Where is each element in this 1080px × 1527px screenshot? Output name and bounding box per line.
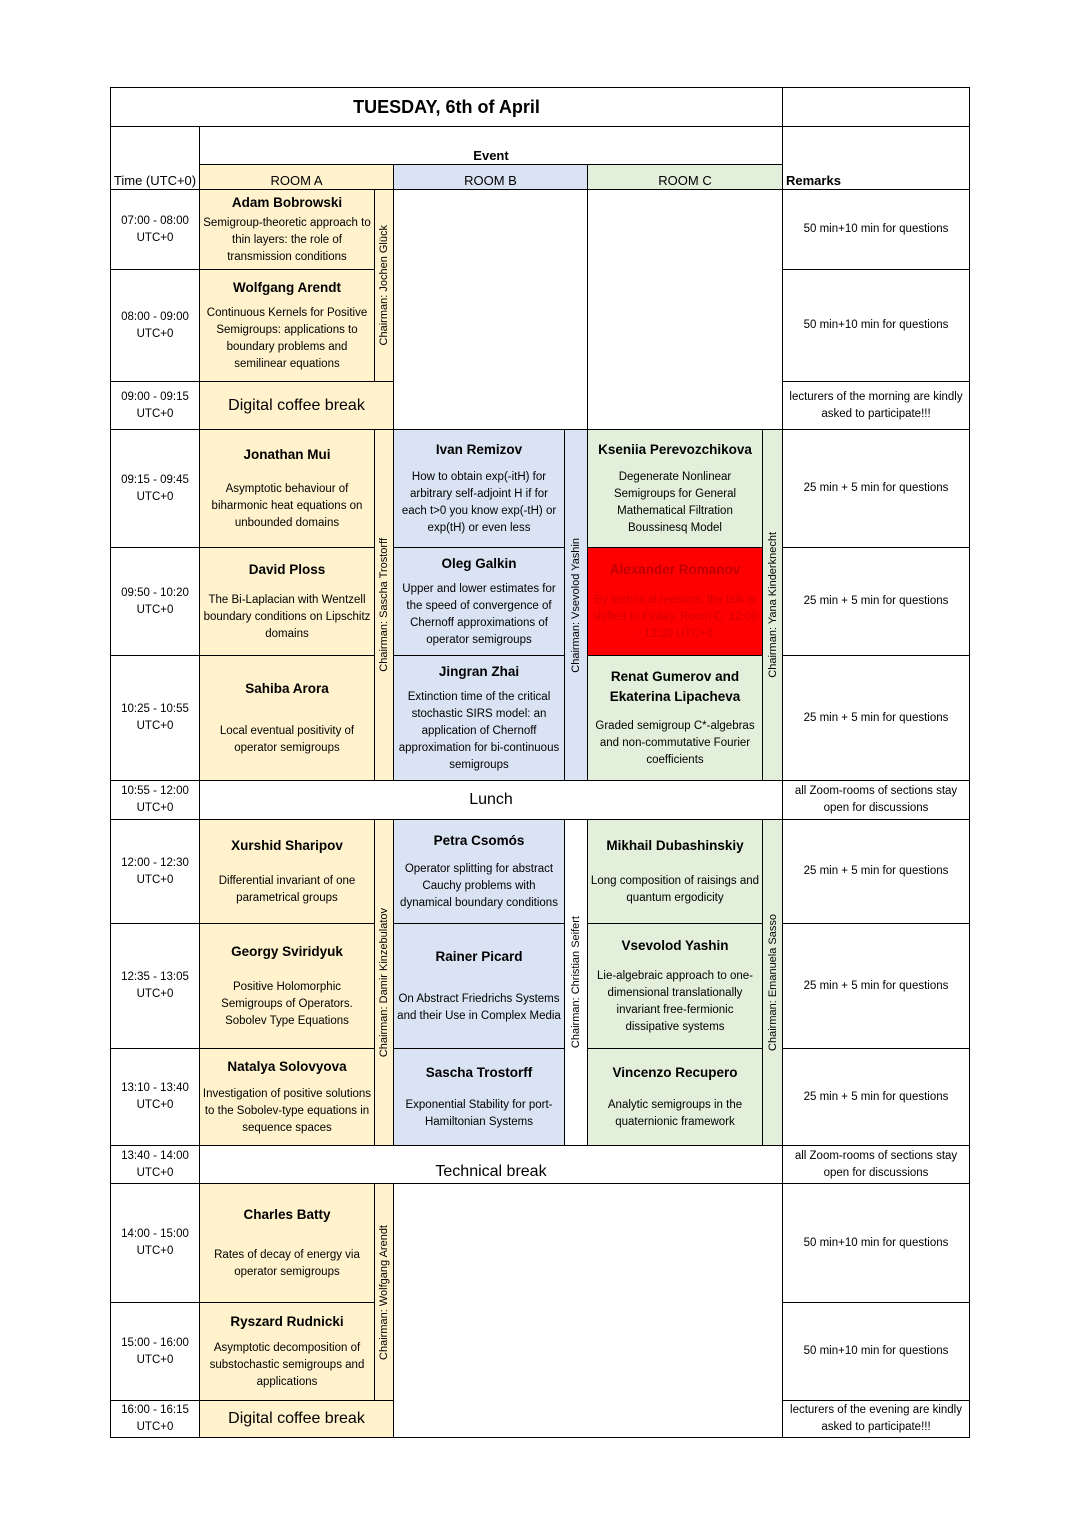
time-slot: 09:00 - 09:15 UTC+0 — [110, 381, 200, 430]
time-slot: 12:35 - 13:05 UTC+0 — [110, 923, 200, 1049]
remark: 50 min+10 min for questions — [782, 269, 970, 382]
header-time-col: Time (UTC+0) — [110, 126, 200, 190]
talk-cell — [199, 269, 375, 382]
speaker-name: Vincenzo Recupero — [612, 1065, 738, 1080]
remark: 50 min+10 min for questions — [782, 189, 970, 270]
talk-cell — [199, 1183, 375, 1303]
chairman-cell — [374, 819, 394, 1146]
remark: all Zoom-rooms of sections stay open for discussions — [782, 1145, 970, 1184]
header-room-b: ROOM B — [393, 164, 588, 190]
page-title: TUESDAY, 6th of April — [110, 87, 783, 127]
talk-title: How to obtain exp(-itH) for arbitrary self-adjoint H if for each t>0 you know exp(-tH) or exp(tH) or even less — [401, 471, 557, 535]
talk-cell — [587, 923, 763, 1049]
remark: 25 min + 5 min for questions — [782, 923, 970, 1049]
speaker-name: Georgy Sviridyuk — [231, 943, 343, 959]
chairman-cell — [374, 429, 394, 781]
lunch-cell: Lunch — [199, 780, 783, 820]
speaker-name: Charles Batty — [243, 1207, 331, 1223]
talk-cell — [199, 189, 375, 270]
time-slot: 09:15 - 09:45 UTC+0 — [110, 429, 200, 548]
talk-title: Operator splitting for abstract Cauchy problems with dynamical boundary conditions — [400, 863, 558, 910]
talk-cell — [199, 655, 375, 781]
chairman-cell — [564, 819, 588, 1146]
talk-cell — [393, 819, 565, 924]
talk-cell — [587, 1048, 763, 1146]
chairman-label: Chairman: Jochen Glück — [378, 225, 390, 346]
remark: all Zoom-rooms of sections stay open for discussions — [782, 780, 970, 820]
empty-room-b-morning — [393, 189, 588, 430]
talk-cell — [393, 1048, 565, 1146]
remark: 25 min + 5 min for questions — [782, 819, 970, 924]
speaker-name: Sascha Trostorff — [425, 1065, 533, 1080]
talk-title: Differential invariant of one parametrical groups — [218, 874, 356, 904]
talk-cell — [199, 1048, 375, 1146]
chairman-label: Chairman: Sascha Trostorff — [378, 538, 390, 672]
talk-title: Local eventual positivity of operator semigroups — [219, 724, 355, 754]
remark: 25 min + 5 min for questions — [782, 429, 970, 548]
talk-title: Continuous Kernels for Positive Semigroups: applications to boundary problems and semilinear equations — [206, 307, 368, 371]
chairman-label: Chairman: Wolfgang Arendt — [378, 1224, 390, 1360]
speaker-name: Kseniia Perevozchikova — [598, 441, 752, 457]
time-slot: 10:55 - 12:00 UTC+0 — [110, 780, 200, 820]
speaker-name: Vsevolod Yashin — [621, 938, 729, 953]
talk-title: Asymptotic behaviour of biharmonic heat equations on unbounded domains — [211, 482, 363, 529]
speaker-name: Petra Csomós — [433, 832, 525, 848]
time-slot: 09:50 - 10:20 UTC+0 — [110, 547, 200, 656]
time-slot: 12:00 - 12:30 UTC+0 — [110, 819, 200, 924]
chairman-cell — [762, 429, 783, 781]
empty-rooms-bc-afternoon — [393, 1183, 783, 1438]
talk-title: Exponential Stability for port-Hamiltonian Systems — [405, 1099, 553, 1128]
talk-cell — [199, 429, 375, 548]
talk-title: Graded semigroup C*-algebras and non-commutative Fourier coefficients — [595, 720, 755, 766]
talk-title: Investigation of positive solutions to the Sobolev-type equations in sequence spaces — [202, 1087, 372, 1134]
speaker-name: Jingran Zhai — [438, 664, 520, 680]
talk-cell — [199, 923, 375, 1049]
chairman-cell — [374, 1183, 394, 1401]
technical-break-cell: Technical break — [199, 1145, 783, 1184]
speaker-name: Alexander Romanov — [609, 562, 741, 577]
talk-cell — [199, 547, 375, 656]
talk-cell — [393, 655, 565, 781]
talk-title: Positive Holomorphic Semigroups of Operators. Sobolev Type Equations — [221, 981, 353, 1028]
speaker-name: Ryszard Rudnicki — [230, 1313, 344, 1329]
time-slot: 14:00 - 15:00 UTC+0 — [110, 1183, 200, 1303]
talk-title: Degenerate Nonlinear Semigroups for General Mathematical Filtration Boussinesq Model — [613, 471, 737, 535]
remark: lecturers of the evening are kindly asked to participate!!! — [782, 1400, 970, 1438]
speaker-name: Xurshid Sharipov — [231, 838, 343, 854]
speaker-name: Rainer Picard — [435, 949, 523, 965]
remark: 50 min+10 min for questions — [782, 1302, 970, 1401]
speaker-name: Renat Gumerov and Ekaterina Lipacheva — [609, 669, 741, 704]
talk-title: Analytic semigroups in the quaternionic framework — [607, 1099, 743, 1128]
header-remarks: Remarks — [782, 126, 970, 190]
talk-title: Asymptotic decomposition of substochastic semigroups and applications — [209, 1342, 365, 1389]
talk-cell — [199, 1302, 375, 1401]
time-slot: 07:00 - 08:00 UTC+0 — [110, 189, 200, 270]
chairman-label: Chairman: Vsevolod Yashin — [570, 537, 582, 673]
speaker-name: Adam Bobrowski — [231, 194, 343, 210]
speaker-name: David Ploss — [248, 562, 326, 577]
chairman-label: Chairman: Yana Kinderknecht — [766, 532, 779, 678]
chairman-label: Chairman: Christian Seifert — [570, 916, 582, 1049]
chairman-cell — [564, 429, 588, 781]
remark: 25 min + 5 min for questions — [782, 655, 970, 781]
remark: 25 min + 5 min for questions — [782, 547, 970, 656]
speaker-name: Mikhail Dubashinskiy — [606, 838, 744, 854]
talk-cell — [587, 655, 763, 781]
talk-cell — [199, 819, 375, 924]
talk-title: Extinction time of the critical stochastic SIRS model: an application of Chernoff approximation for bi-continuous semigroups — [398, 690, 560, 771]
remark: 50 min+10 min for questions — [782, 1183, 970, 1303]
chairman-cell — [374, 189, 394, 382]
time-slot: 13:40 - 14:00 UTC+0 — [110, 1145, 200, 1184]
time-slot: 15:00 - 16:00 UTC+0 — [110, 1302, 200, 1401]
talk-title: By technical reasons, the talk is shifted to Firday, Room C, 12:00 - 12:30 UTC+0 — [592, 594, 758, 640]
header-room-c: ROOM C — [587, 164, 783, 190]
talk-cell — [393, 429, 565, 548]
talk-cell — [587, 429, 763, 548]
schedule-table — [110, 87, 970, 1438]
cancelled-talk-cell — [587, 547, 763, 656]
speaker-name: Ivan Remizov — [435, 441, 523, 457]
speaker-name: Natalya Solovyova — [227, 1059, 347, 1075]
time-slot: 13:10 - 13:40 UTC+0 — [110, 1048, 200, 1146]
remark: 25 min + 5 min for questions — [782, 1048, 970, 1146]
talk-cell — [587, 819, 763, 924]
header-room-a: ROOM A — [199, 164, 394, 190]
speaker-name: Oleg Galkin — [441, 556, 517, 572]
talk-cell — [393, 547, 565, 656]
empty-room-c-morning — [587, 189, 783, 430]
talk-title: Semigroup-theoretic approach to thin layers: the role of transmission conditions — [203, 217, 371, 264]
coffee-break-cell: Digital coffee break — [199, 381, 394, 430]
talk-cell — [393, 923, 565, 1049]
talk-title: The Bi-Laplacian with Wentzell boundary conditions on Lipschitz domains — [203, 594, 371, 640]
header-event: Event — [199, 126, 783, 165]
time-slot: 16:00 - 16:15 UTC+0 — [110, 1400, 200, 1438]
speaker-name: Sahiba Arora — [245, 681, 329, 697]
speaker-name: Jonathan Mui — [243, 447, 331, 463]
time-slot: 10:25 - 10:55 UTC+0 — [110, 655, 200, 781]
talk-title: Lie-algebraic approach to one-dimensional translationally invariant free-fermionic dissipative systems — [597, 970, 753, 1033]
talk-title: Long composition of raisings and quantum ergodicity — [590, 874, 760, 904]
talk-title: On Abstract Friedrichs Systems and their Use in Complex Media — [397, 992, 561, 1022]
coffee-break-cell: Digital coffee break — [199, 1400, 394, 1438]
talk-title: Upper and lower estimates for the speed of convergence of Chernoff approximations of operator semigroups — [402, 582, 556, 646]
chairman-cell — [762, 819, 783, 1146]
header-remarks-top — [782, 87, 970, 127]
chairman-label: Chairman: Emanuela Sasso — [766, 914, 779, 1051]
remark: lecturers of the morning are kindly asked to participate!!! — [782, 381, 970, 430]
time-slot: 08:00 - 09:00 UTC+0 — [110, 269, 200, 382]
talk-title: Rates of decay of energy via operator semigroups — [214, 1248, 360, 1278]
chairman-label: Chairman: Damir Kinzebulatov — [378, 907, 390, 1058]
speaker-name: Wolfgang Arendt — [233, 279, 341, 295]
